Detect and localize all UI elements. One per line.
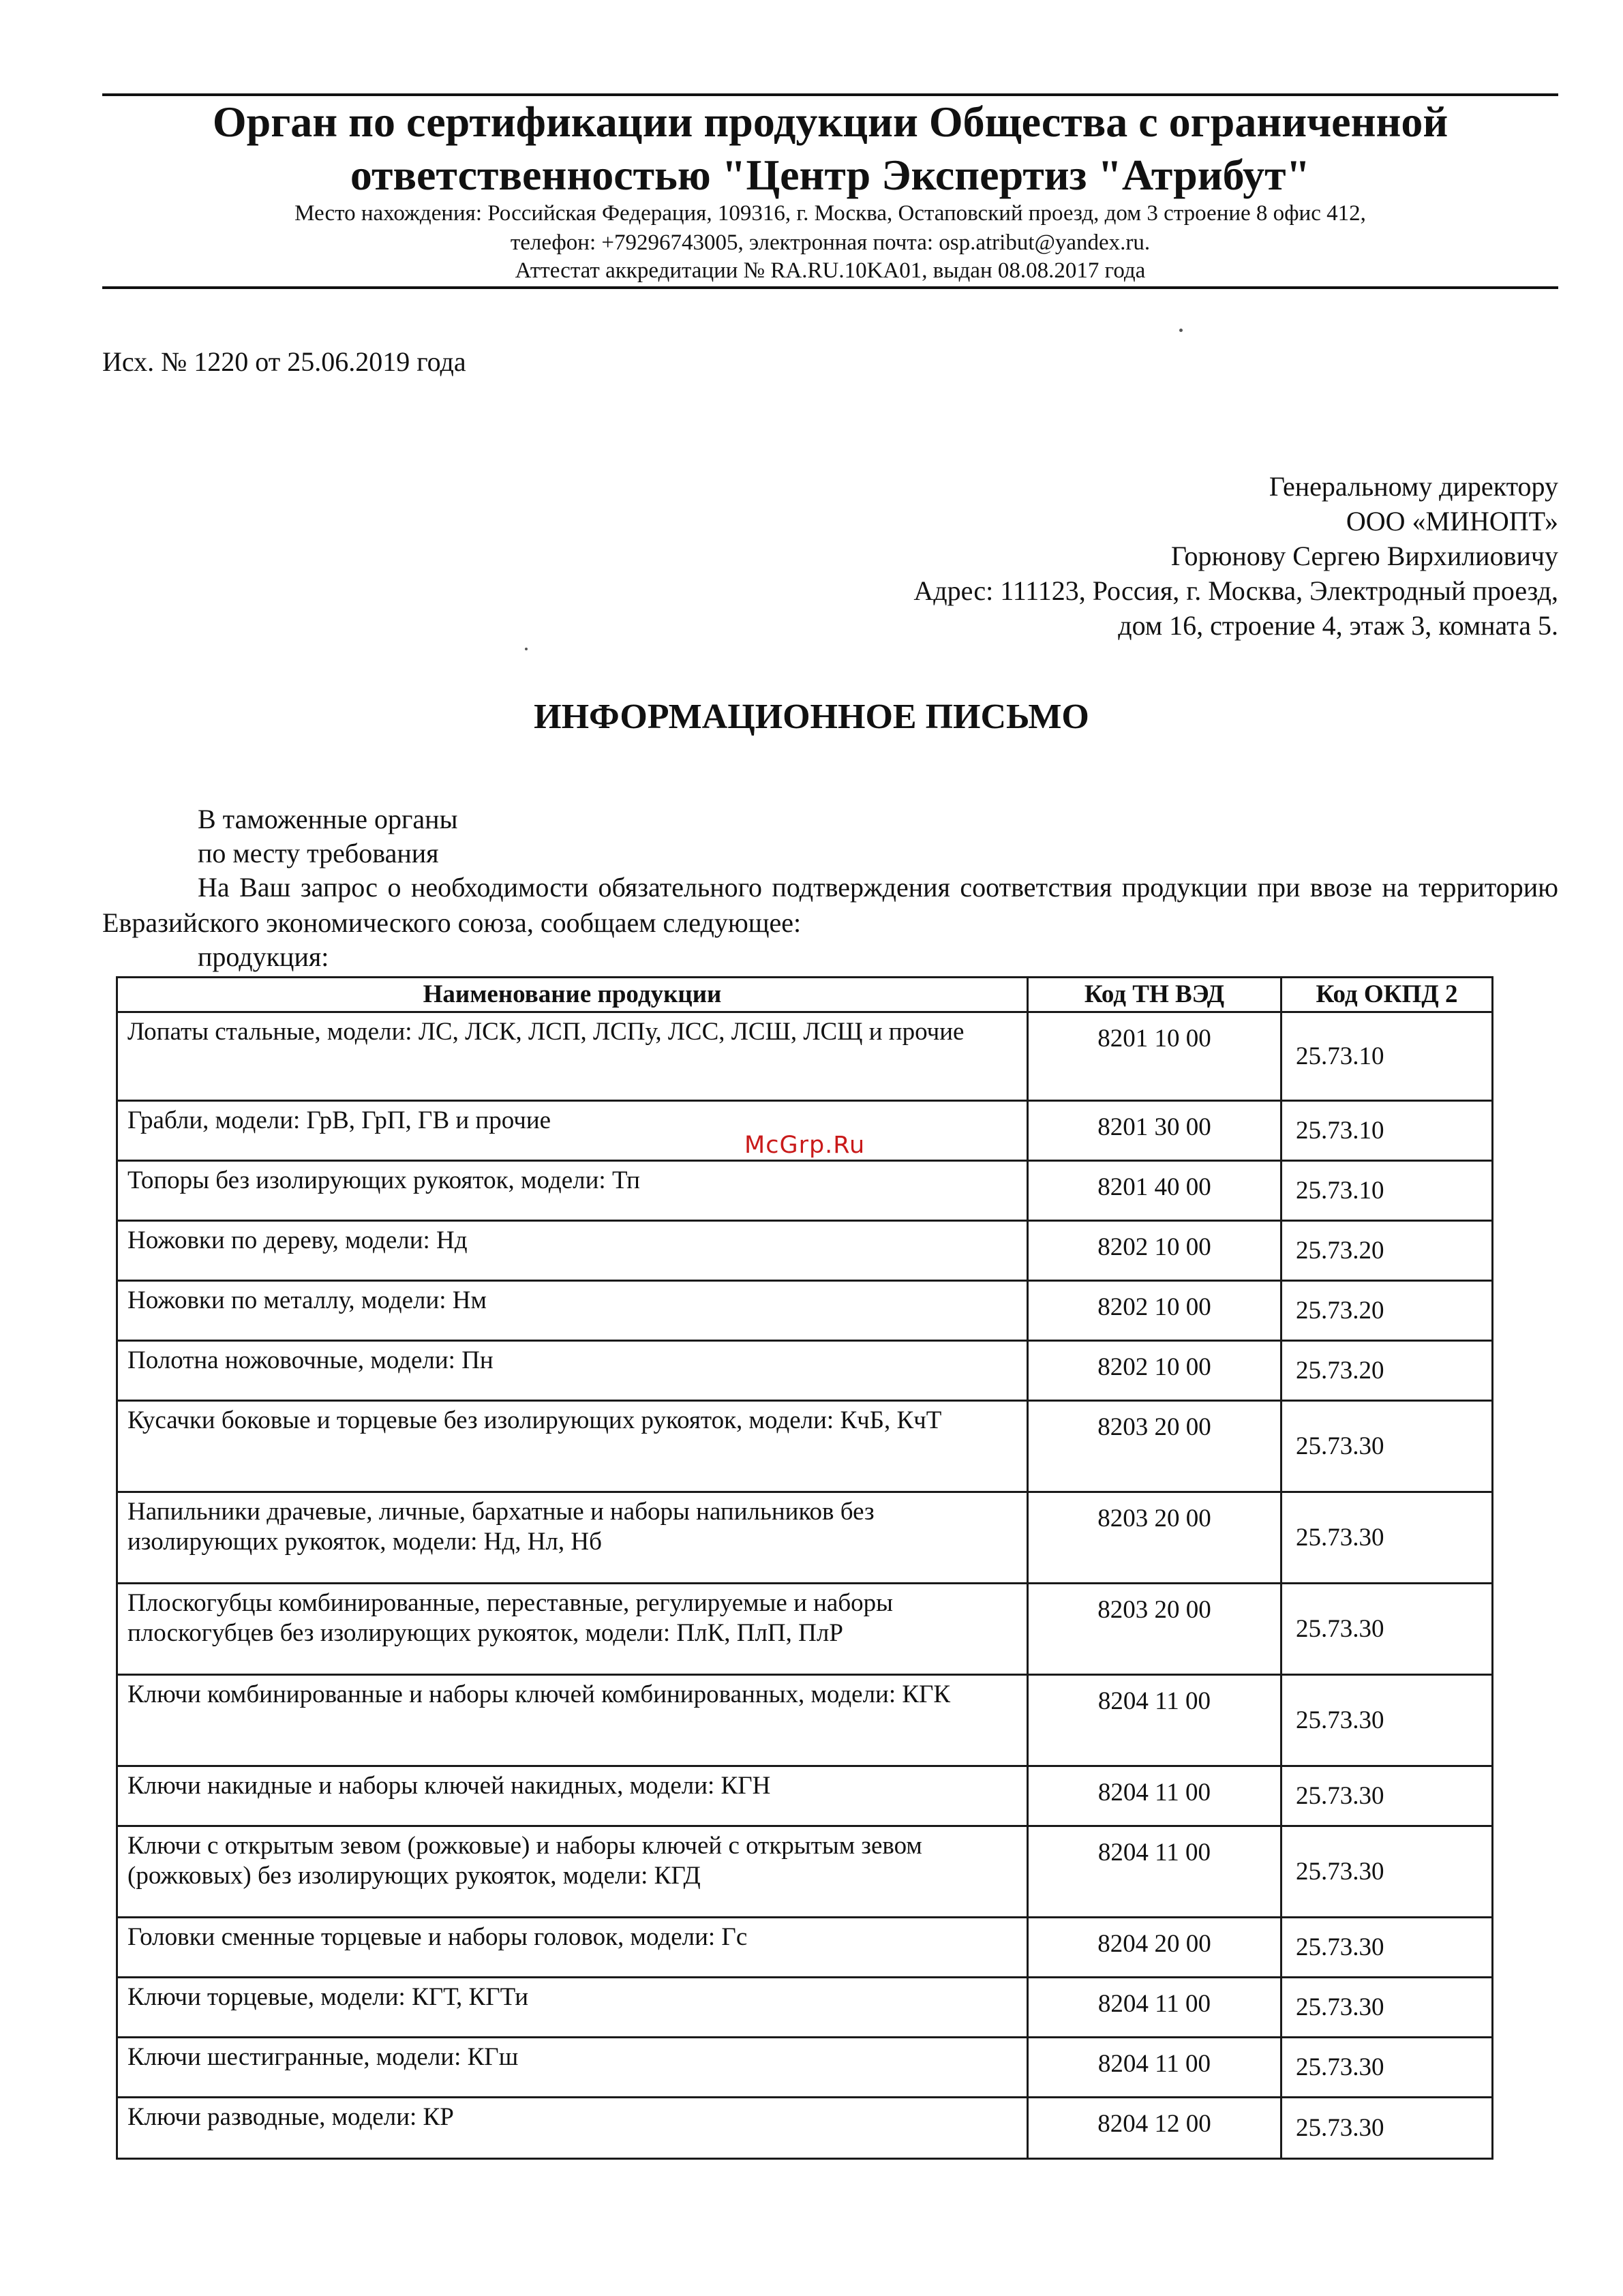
recipient-name: Горюнову Сергею Вирхилиовичу xyxy=(1170,541,1558,571)
organization-title-line-2: ответственностью "Центр Экспертиз "Атрибут" xyxy=(350,151,1311,199)
okpd2-code: 25.73.30 xyxy=(1281,1492,1493,1584)
table-row xyxy=(117,1978,1493,2038)
product-name: Ключи шестигранные, модели: КГш xyxy=(117,2038,1028,2098)
addressee-line-2: по месту требования xyxy=(198,838,439,868)
table-row xyxy=(117,1492,1493,1584)
okpd2-code: 25.73.10 xyxy=(1281,1161,1493,1221)
product-name: Лопаты стальные, модели: ЛС, ЛСК, ЛСП, ЛСПу, ЛСС, ЛСШ, ЛСЩ и прочие xyxy=(117,1012,1028,1101)
recipient-company: ООО «МИНОПТ» xyxy=(1346,506,1558,537)
tn-ved-code: 8204 11 00 xyxy=(1028,1978,1281,2038)
addressee-line-1: В таможенные органы xyxy=(198,804,458,834)
document-title: ИНФОРМАЦИОННОЕ ПИСЬМО xyxy=(534,697,1089,736)
tn-ved-code: 8202 10 00 xyxy=(1028,1281,1281,1341)
header-product-name: Наименование продукции xyxy=(117,978,1028,1012)
tn-ved-code: 8204 11 00 xyxy=(1028,1675,1281,1766)
tn-ved-code: 8204 11 00 xyxy=(1028,1766,1281,1826)
header-tn-ved-code: Код ТН ВЭД xyxy=(1028,978,1281,1012)
product-name: Ключи накидные и наборы ключей накидных, модели: КГН xyxy=(117,1766,1028,1826)
product-name: Грабли, модели: ГрВ, ГрП, ГВ и прочие xyxy=(117,1101,1028,1161)
table-row xyxy=(117,2038,1493,2098)
header-bottom-rule xyxy=(102,286,1558,289)
table-row xyxy=(117,1281,1493,1341)
tn-ved-code: 8202 10 00 xyxy=(1028,1221,1281,1281)
table-header-row xyxy=(117,978,1493,1012)
tn-ved-code: 8203 20 00 xyxy=(1028,1492,1281,1584)
product-name: Головки сменные торцевые и наборы головок, модели: Гс xyxy=(117,1918,1028,1978)
scan-speck xyxy=(1179,329,1183,332)
okpd2-code: 25.73.30 xyxy=(1281,1918,1493,1978)
tn-ved-code: 8204 11 00 xyxy=(1028,1826,1281,1918)
recipient-position: Генеральному директору xyxy=(1269,471,1558,502)
okpd2-code: 25.73.30 xyxy=(1281,2098,1493,2159)
okpd2-code: 25.73.30 xyxy=(1281,1675,1493,1766)
outgoing-number: Исх. № 1220 от 25.06.2019 года xyxy=(102,346,466,377)
site-watermark: McGrp.Ru xyxy=(744,1132,866,1159)
table-row xyxy=(117,1341,1493,1401)
tn-ved-code: 8204 12 00 xyxy=(1028,2098,1281,2159)
tn-ved-code: 8201 10 00 xyxy=(1028,1012,1281,1101)
table-row xyxy=(117,1161,1493,1221)
organization-title xyxy=(102,95,1558,202)
table-row xyxy=(117,1766,1493,1826)
okpd2-code: 25.73.30 xyxy=(1281,2038,1493,2098)
header-okpd2-code: Код ОКПД 2 xyxy=(1281,978,1493,1012)
table-row xyxy=(117,1401,1493,1492)
tn-ved-code: 8202 10 00 xyxy=(1028,1341,1281,1401)
recipient-address-line-1: Адрес: 111123, Россия, г. Москва, Электродный проезд, xyxy=(913,575,1558,606)
table-row xyxy=(117,1221,1493,1281)
product-name: Кусачки боковые и торцевые без изолирующих рукояток, модели: КчБ, КчТ xyxy=(117,1401,1028,1492)
okpd2-code: 25.73.30 xyxy=(1281,1584,1493,1675)
recipient-address-line-2: дом 16, строение 4, этаж 3, комната 5. xyxy=(1118,610,1558,641)
product-name: Ключи торцевые, модели: КГТ, КГТи xyxy=(117,1978,1028,2038)
tn-ved-code: 8204 11 00 xyxy=(1028,2038,1281,2098)
okpd2-code: 25.73.20 xyxy=(1281,1221,1493,1281)
organization-address: Место нахождения: Российская Федерация, 109316, г. Москва, Остаповский проезд, дом 3 строение 8 офис 412, xyxy=(294,201,1366,226)
okpd2-code: 25.73.20 xyxy=(1281,1341,1493,1401)
okpd2-code: 25.73.30 xyxy=(1281,1766,1493,1826)
okpd2-code: 25.73.20 xyxy=(1281,1281,1493,1341)
table-row xyxy=(117,1826,1493,1918)
tn-ved-code: 8203 20 00 xyxy=(1028,1401,1281,1492)
products-label: продукция: xyxy=(198,941,329,972)
product-name: Топоры без изолирующих рукояток, модели: Тп xyxy=(117,1161,1028,1221)
table-row xyxy=(117,1675,1493,1766)
tn-ved-code: 8201 30 00 xyxy=(1028,1101,1281,1161)
product-name: Ключи с открытым зевом (рожковые) и наборы ключей с открытым зевом (рожковых) без изолирующих рукояток, модели: КГД xyxy=(117,1826,1028,1918)
tn-ved-code: 8201 40 00 xyxy=(1028,1161,1281,1221)
table-row xyxy=(117,1584,1493,1675)
okpd2-code: 25.73.10 xyxy=(1281,1012,1493,1101)
product-name: Ключи разводные, модели: КР xyxy=(117,2098,1028,2159)
scan-speck xyxy=(525,648,528,650)
product-name: Напильники драчевые, личные, бархатные и наборы напильников без изолирующих рукояток, модели: Нд, Нл, Нб xyxy=(117,1492,1028,1584)
accreditation-info: Аттестат аккредитации № RA.RU.10KA01, выдан 08.08.2017 года xyxy=(515,258,1146,283)
product-name: Ключи комбинированные и наборы ключей комбинированных, модели: КГК xyxy=(117,1675,1028,1766)
tn-ved-code: 8204 20 00 xyxy=(1028,1918,1281,1978)
okpd2-code: 25.73.30 xyxy=(1281,1401,1493,1492)
request-paragraph: На Ваш запрос о необходимости обязательного подтверждения соответствия продукции при ввозе на территорию Евразийского экономического союза, сообщаем следующее: xyxy=(102,872,1558,938)
product-name: Ножовки по дереву, модели: Нд xyxy=(117,1221,1028,1281)
table-row xyxy=(117,1012,1493,1101)
product-name: Плоскогубцы комбинированные, переставные, регулируемые и наборы плоскогубцев без изолирующих рукояток, модели: ПлК, ПлП, ПлР xyxy=(117,1584,1028,1675)
okpd2-code: 25.73.30 xyxy=(1281,1978,1493,2038)
okpd2-code: 25.73.10 xyxy=(1281,1101,1493,1161)
table-row xyxy=(117,1918,1493,1978)
organization-title-line-1: Орган по сертификации продукции Общества с ограниченной xyxy=(212,97,1448,146)
okpd2-code: 25.73.30 xyxy=(1281,1826,1493,1918)
tn-ved-code: 8203 20 00 xyxy=(1028,1584,1281,1675)
table-row xyxy=(117,2098,1493,2159)
organization-contacts: телефон: +79296743005, электронная почта: osp.atribut@yandex.ru. xyxy=(510,230,1151,255)
product-name: Полотна ножовочные, модели: Пн xyxy=(117,1341,1028,1401)
product-name: Ножовки по металлу, модели: Нм xyxy=(117,1281,1028,1341)
